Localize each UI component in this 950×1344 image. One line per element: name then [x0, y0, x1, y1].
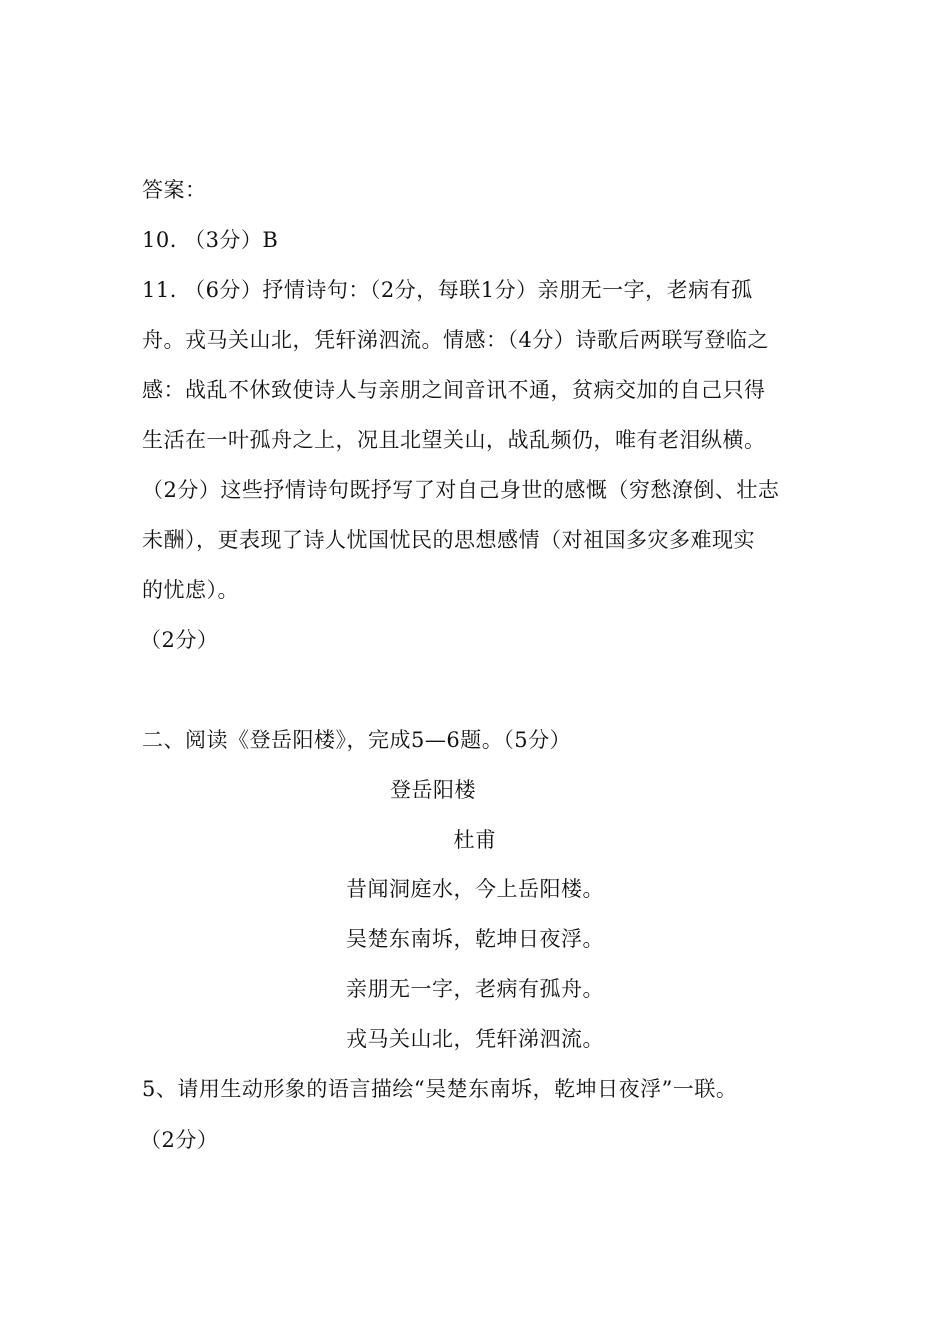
answer-q11-line: （2分）这些抒情诗句既抒写了对自己身世的感慨（穷愁潦倒、壮志 [142, 478, 780, 502]
poem-line: 昔闻洞庭水，今上岳阳楼。 [346, 877, 604, 901]
poem-line: 亲朋无一字，老病有孤舟。 [346, 977, 604, 1001]
poem-author: 杜甫 [453, 828, 497, 852]
answer-q11-line: 的忧虑）。 [142, 578, 239, 602]
poem-line: 戎马关山北，凭轩涕泗流。 [346, 1027, 604, 1051]
question-5: 5、请用生动形象的语言描绘“吴楚东南坼，乾坤日夜浮”一联。 [142, 1077, 738, 1101]
answer-q11-score: （2分） [140, 628, 219, 652]
answer-q11-line: 舟。戎马关山北，凭轩涕泗流。情感：（4分）诗歌后两联写登临之 [142, 328, 769, 352]
answer-q11-line: 生活在一叶孤舟之上，况且北望关山，战乱频仍，唯有老泪纵横。 [142, 428, 766, 452]
section-heading: 二、阅读《登岳阳楼》，完成5—6题。（5分） [142, 728, 572, 752]
answer-q10: 10. （3分）B [142, 228, 279, 252]
poem-title: 登岳阳楼 [390, 778, 476, 802]
answer-q11-line: 11. （6分）抒情诗句：（2分，每联1分）亲朋无一字，老病有孤 [142, 278, 753, 302]
answer-q11-line: 感：战乱不休致使诗人与亲朋之间音讯不通，贫病交加的自己只得 [142, 378, 766, 402]
question-5-score: （2分） [140, 1128, 219, 1152]
poem-line: 吴楚东南坼，乾坤日夜浮。 [346, 927, 604, 951]
answer-q11-line: 未酬），更表现了诗人忧国忧民的思想感情（对祖国多灾多难现实 [142, 528, 755, 552]
answers-heading: 答案： [142, 178, 207, 202]
